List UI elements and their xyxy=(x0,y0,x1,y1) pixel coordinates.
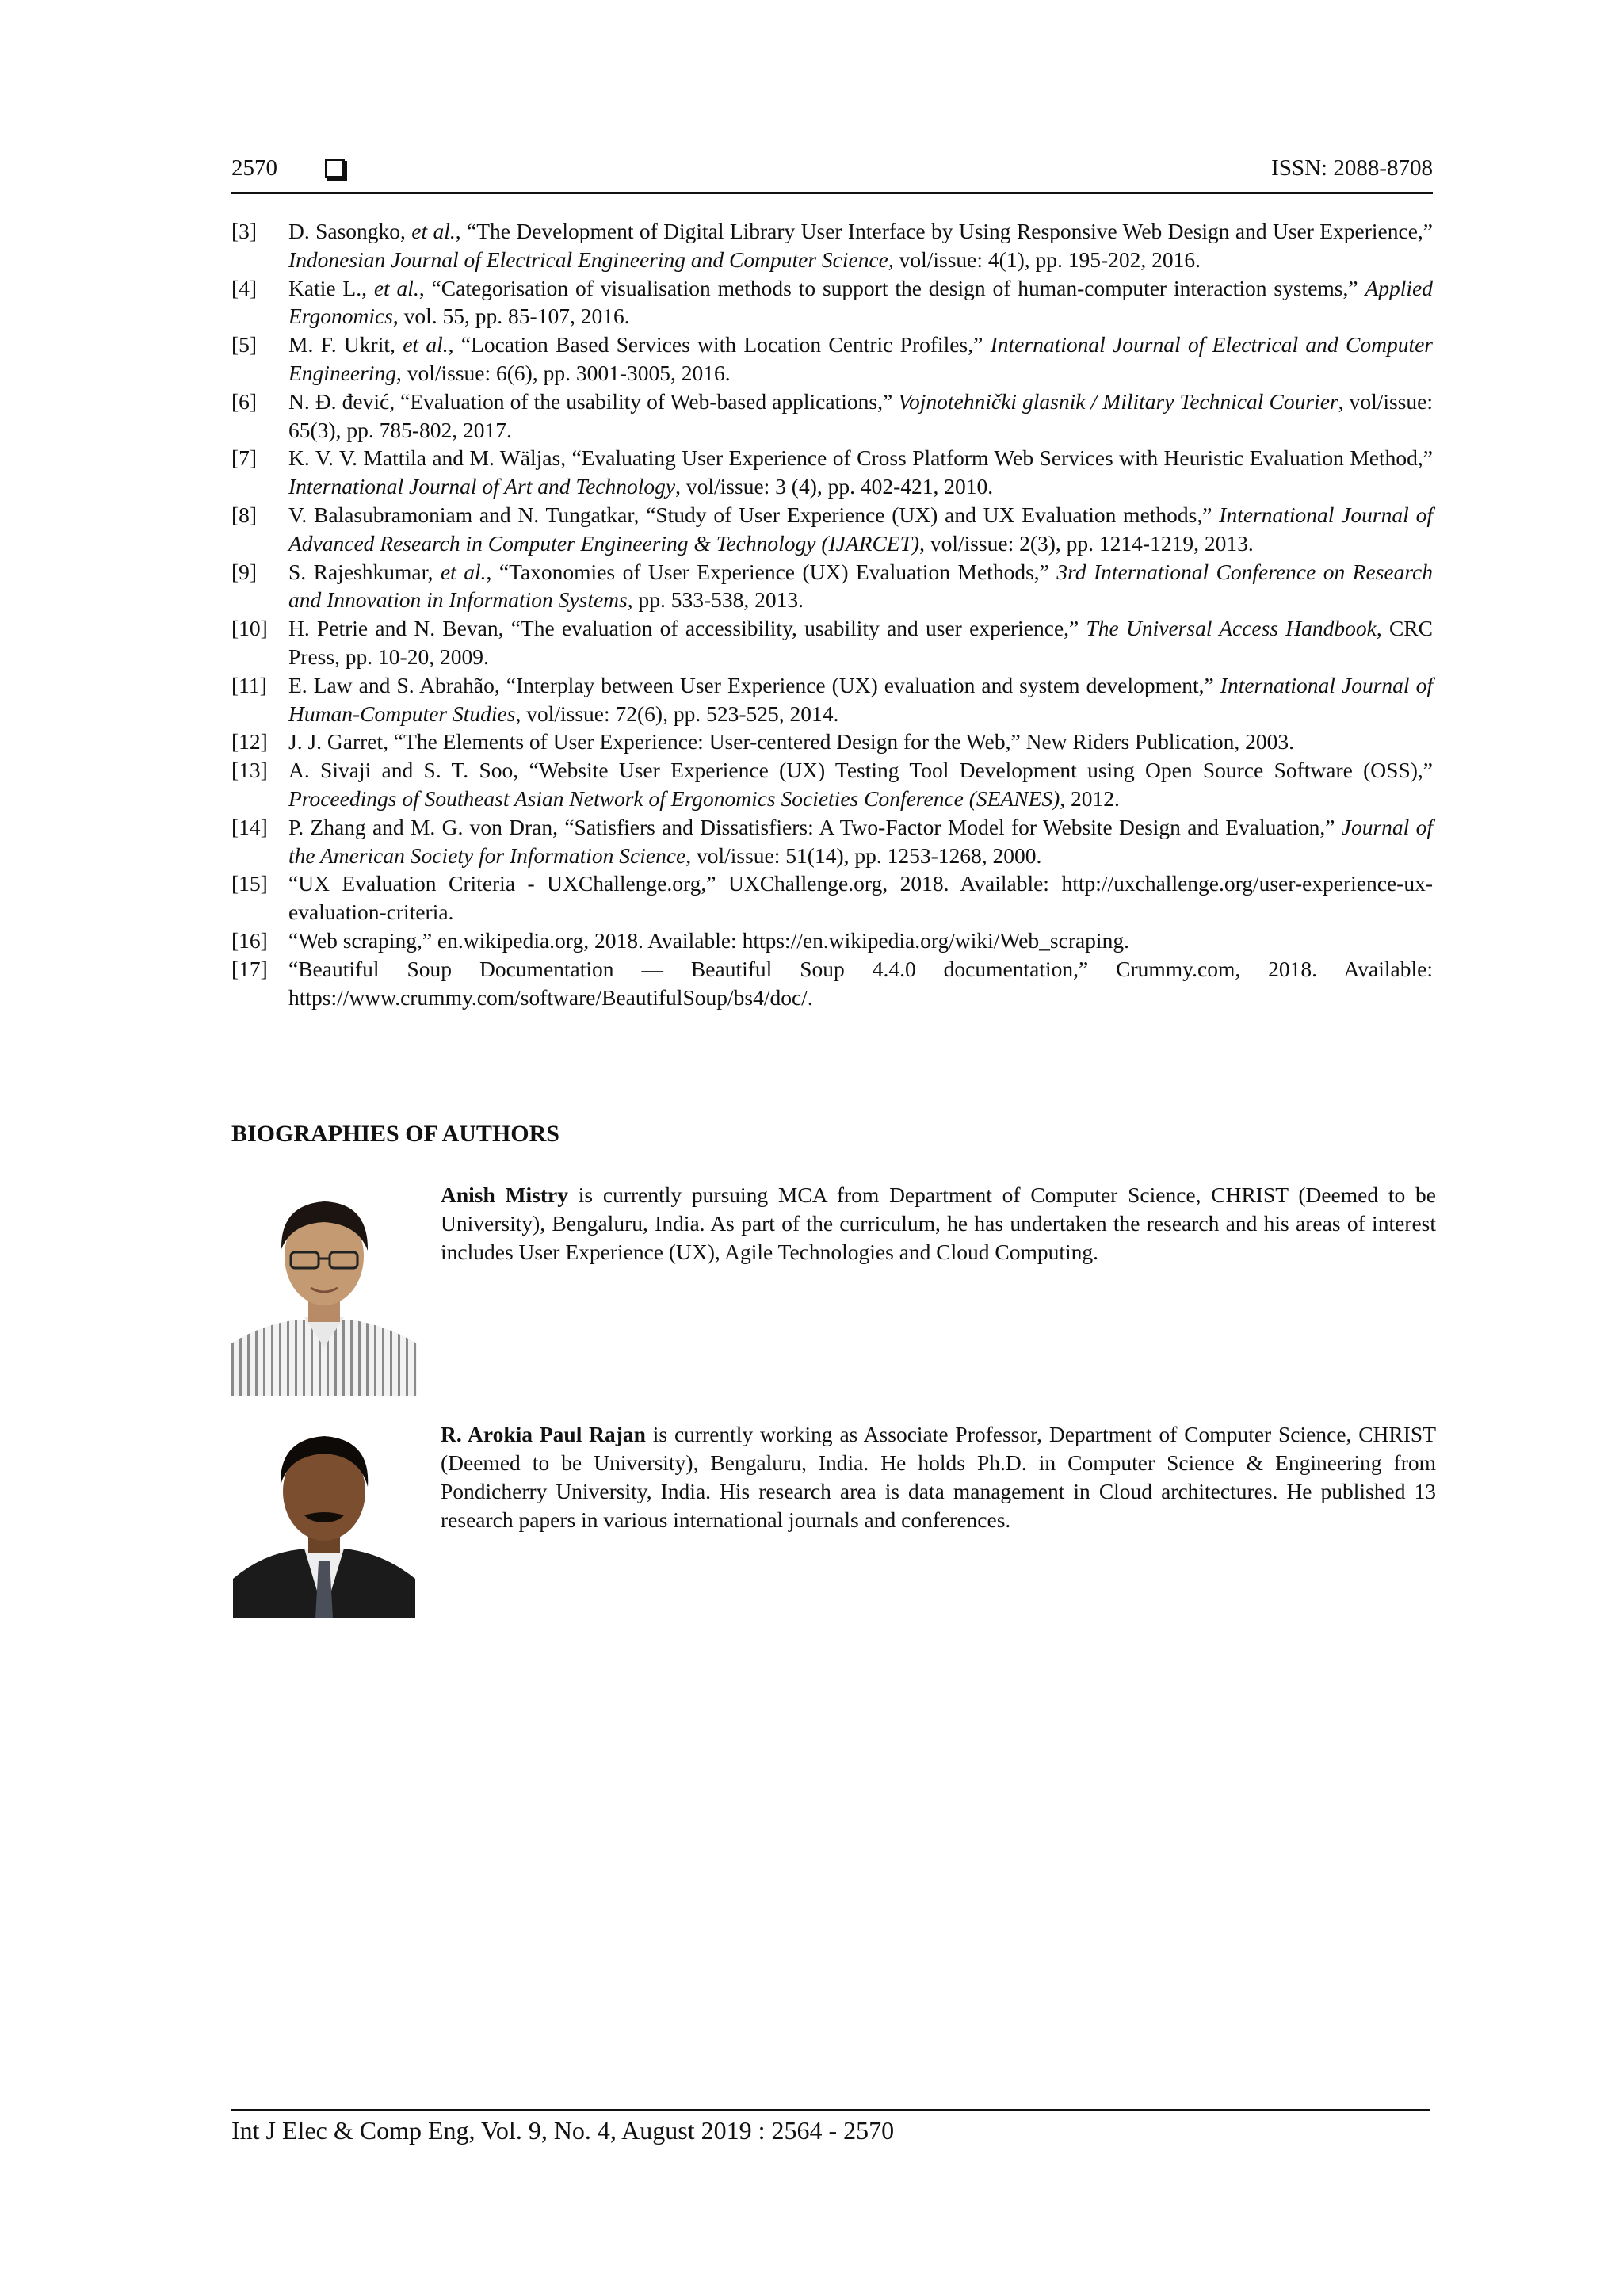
reference-item xyxy=(231,955,1433,1012)
reference-text: “Beautiful Soup Documentation — Beautiful Soup 4.4.0 documentation,” Crummy.com, 2018. Available: https://www.crummy.com/software/BeautifulSoup/bs4/doc/. xyxy=(288,956,1433,1010)
reference-number: [9] xyxy=(231,559,258,584)
reference-text: M. F. Ukrit, et al., “Location Based Services with Location Centric Profiles,” International Journal of Electrical and Computer Engineering, vol/issue: 6(6), pp. 3001-3005, 2016. xyxy=(288,332,1433,385)
page-number: 2570 xyxy=(231,155,277,181)
author-name-2: R. Arokia Paul Rajan xyxy=(441,1422,646,1446)
reference-item xyxy=(231,813,1433,870)
author-photo-2 xyxy=(231,1420,417,1618)
reference-text: V. Balasubramoniam and N. Tungatkar, “Study of User Experience (UX) and UX Evaluation methods,” International Journal of Advanced Research in Computer Engineering & Technology (IJARCET), vol/issue: 2(3), pp. 1214-1219, 2013. xyxy=(288,502,1433,556)
reference-item xyxy=(231,926,1433,955)
reference-text: A. Sivaji and S. T. Soo, “Website User Experience (UX) Testing Tool Development using Open Source Software (OSS),” Proceedings of Southeast Asian Network of Ergonomics Societies Conference (SEANES), 2012. xyxy=(288,758,1433,811)
reference-item xyxy=(231,444,1433,501)
author-description-1: is currently pursuing MCA from Department of Computer Science, CHRIST (Deemed to be University), Bengaluru, India. As part of the curriculum, he has undertaken the research and his areas of interest includes User Experience (UX), Agile Technologies and Cloud Computing. xyxy=(441,1182,1436,1264)
reference-text: “UX Evaluation Criteria - UXChallenge.org,” UXChallenge.org, 2018. Available: http://uxchallenge.org/user-experience-ux-evaluation-criteria. xyxy=(288,871,1433,925)
biographies-heading: BIOGRAPHIES OF AUTHORS xyxy=(231,1121,559,1147)
reference-number: [3] xyxy=(231,219,258,243)
reference-text: E. Law and S. Abrahão, “Interplay between User Experience (UX) evaluation and system development,” International Journal of Human-Computer Studies, vol/issue: 72(6), pp. 523-525, 2014. xyxy=(288,672,1433,726)
reference-text: “Web scraping,” en.wikipedia.org, 2018. Available: https://en.wikipedia.org/wiki/Web_scraping. xyxy=(288,927,1129,953)
square-bullet-icon xyxy=(325,159,345,178)
reference-number: [5] xyxy=(231,332,258,357)
reference-text: S. Rajeshkumar, et al., “Taxonomies of User Experience (UX) Evaluation Methods,” 3rd International Conference on Research and Innovation in Information Systems, pp. 533-538, 2013. xyxy=(288,559,1433,613)
reference-number: [7] xyxy=(231,445,258,471)
reference-list xyxy=(231,217,1433,1011)
author-bio-text-2 xyxy=(441,1420,1436,1534)
author-bio-1 xyxy=(231,1181,1436,1396)
reference-item xyxy=(231,756,1433,813)
reference-number: [11] xyxy=(231,672,267,697)
reference-number: [4] xyxy=(231,275,258,300)
reference-text: Katie L., et al., “Categorisation of visualisation methods to support the design of human-computer interaction systems,” Applied Ergonomics, vol. 55, pp. 85-107, 2016. xyxy=(288,275,1433,329)
reference-item xyxy=(231,869,1433,926)
reference-item xyxy=(231,558,1433,615)
reference-number: [6] xyxy=(231,388,258,414)
reference-number: [13] xyxy=(231,758,268,783)
reference-text: J. J. Garret, “The Elements of User Experience: User-centered Design for the Web,” New Riders Publication, 2003. xyxy=(288,729,1294,755)
reference-text: H. Petrie and N. Bevan, “The evaluation of accessibility, usability and user experience,” The Universal Access Handbook, CRC Press, pp. 10-20, 2009. xyxy=(288,616,1433,669)
reference-item xyxy=(231,671,1433,728)
reference-text: N. Đ. đević, “Evaluation of the usability of Web-based applications,” Vojnotehnički glasnik / Military Technical Courier, vol/issue: 65(3), pp. 785-802, 2017. xyxy=(288,388,1433,442)
reference-text: K. V. V. Mattila and M. Wäljas, “Evaluating User Experience of Cross Platform Web Services with Heuristic Evaluation Method,” International Journal of Art and Technology, vol/issue: 3 (4), pp. 402-421, 2010. xyxy=(288,445,1433,499)
page-footer xyxy=(231,2109,1430,2145)
reference-text: D. Sasongko, et al., “The Development of Digital Library User Interface by Using Responsive Web Design and User Experience,” Indonesian Journal of Electrical Engineering and Computer Science, vol/issue: 4(1), pp. 195-202, 2016. xyxy=(288,219,1433,272)
author-name-1: Anish Mistry xyxy=(441,1182,568,1207)
reference-number: [8] xyxy=(231,502,258,527)
reference-number: [16] xyxy=(231,927,268,953)
author-photo-1 xyxy=(231,1181,417,1396)
reference-number: [17] xyxy=(231,956,268,981)
reference-item xyxy=(231,501,1433,558)
author-description-2: is currently working as Associate Professor, Department of Computer Science, CHRIST (Deemed to be University), Bengaluru, India. He holds Ph.D. in Computer Science & Engineering from Pondicherry University, India. His research area is data management in Cloud architectures. He published 13 research papers in various international journals and conferences. xyxy=(441,1422,1437,1532)
reference-number: [15] xyxy=(231,871,268,896)
reference-item xyxy=(231,728,1433,756)
author-bio-text-1 xyxy=(441,1181,1436,1266)
reference-item xyxy=(231,274,1433,331)
reference-number: [12] xyxy=(231,729,268,755)
reference-number: [10] xyxy=(231,616,268,641)
reference-number: [14] xyxy=(231,814,268,839)
reference-item xyxy=(231,388,1433,445)
reference-item xyxy=(231,217,1433,274)
reference-text: P. Zhang and M. G. von Dran, “Satisfiers and Dissatisfiers: A Two-Factor Model for Website Design and Evaluation,” Journal of the American Society for Information Science, vol/issue: 51(14), pp. 1253-1268, 2000. xyxy=(288,814,1433,868)
footer-citation: Int J Elec & Comp Eng, Vol. 9, No. 4, August 2019 : 2564 - 2570 xyxy=(231,2116,895,2145)
issn: ISSN: 2088-8708 xyxy=(1271,155,1433,181)
reference-item xyxy=(231,330,1433,388)
reference-item xyxy=(231,614,1433,671)
page-header xyxy=(231,155,1433,194)
author-bio-2 xyxy=(231,1420,1436,1618)
